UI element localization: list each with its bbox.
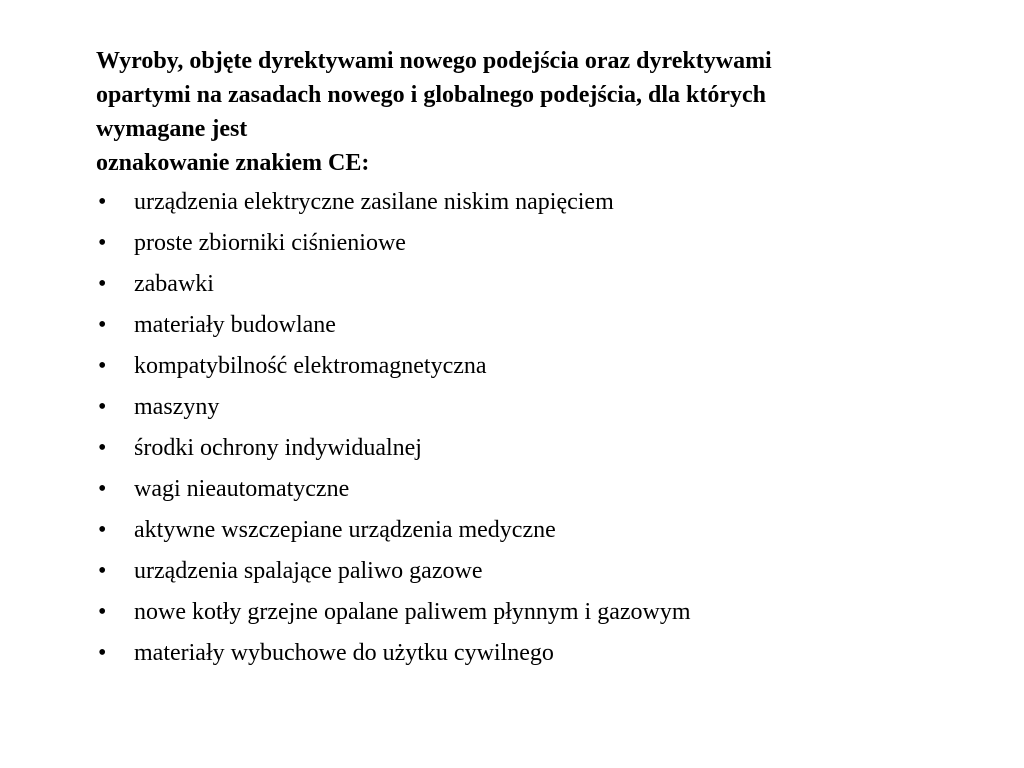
list-item-text: wagi nieautomatyczne bbox=[134, 476, 350, 502]
list-item bbox=[96, 346, 924, 387]
bullet-icon: • bbox=[98, 558, 107, 584]
list-item-text: materiały budowlane bbox=[134, 312, 336, 338]
bullet-icon: • bbox=[98, 640, 107, 666]
bullet-icon: • bbox=[98, 476, 107, 502]
list-item-text: proste zbiorniki ciśnieniowe bbox=[134, 230, 406, 256]
bullet-icon: • bbox=[98, 271, 107, 297]
list-item-text: materiały wybuchowe do użytku cywilnego bbox=[134, 640, 554, 666]
product-list bbox=[96, 182, 924, 674]
bullet-icon: • bbox=[98, 312, 107, 338]
heading-line: Wyroby, objęte dyrektywami nowego podejścia oraz dyrektywami bbox=[96, 48, 772, 74]
list-item-text: maszyny bbox=[134, 394, 220, 420]
bullet-icon: • bbox=[98, 230, 107, 256]
list-item-text: nowe kotły grzejne opalane paliwem płynnym i gazowym bbox=[134, 599, 691, 625]
slide-heading bbox=[96, 44, 924, 180]
list-item-text: urządzenia spalające paliwo gazowe bbox=[134, 558, 483, 584]
bullet-icon: • bbox=[98, 435, 107, 461]
bullet-icon: • bbox=[98, 394, 107, 420]
list-item bbox=[96, 592, 924, 633]
list-item bbox=[96, 223, 924, 264]
list-item-text: aktywne wszczepiane urządzenia medyczne bbox=[134, 517, 556, 543]
bullet-icon: • bbox=[98, 599, 107, 625]
list-item-text: zabawki bbox=[134, 271, 214, 297]
list-item-text: kompatybilność elektromagnetyczna bbox=[134, 353, 487, 379]
list-item bbox=[96, 305, 924, 346]
list-item bbox=[96, 633, 924, 674]
list-item bbox=[96, 387, 924, 428]
heading-line: oznakowanie znakiem CE: bbox=[96, 150, 370, 176]
list-item bbox=[96, 469, 924, 510]
bullet-icon: • bbox=[98, 517, 107, 543]
bullet-icon: • bbox=[98, 353, 107, 379]
list-item bbox=[96, 264, 924, 305]
heading-line: wymagane jest bbox=[96, 116, 248, 142]
heading-line: opartymi na zasadach nowego i globalnego podejścia, dla których bbox=[96, 82, 767, 108]
list-item bbox=[96, 551, 924, 592]
list-item-text: urządzenia elektryczne zasilane niskim napięciem bbox=[134, 189, 614, 215]
bullet-icon: • bbox=[98, 189, 107, 215]
list-item bbox=[96, 510, 924, 551]
list-item bbox=[96, 428, 924, 469]
list-item-text: środki ochrony indywidualnej bbox=[134, 435, 422, 461]
list-item bbox=[96, 182, 924, 223]
